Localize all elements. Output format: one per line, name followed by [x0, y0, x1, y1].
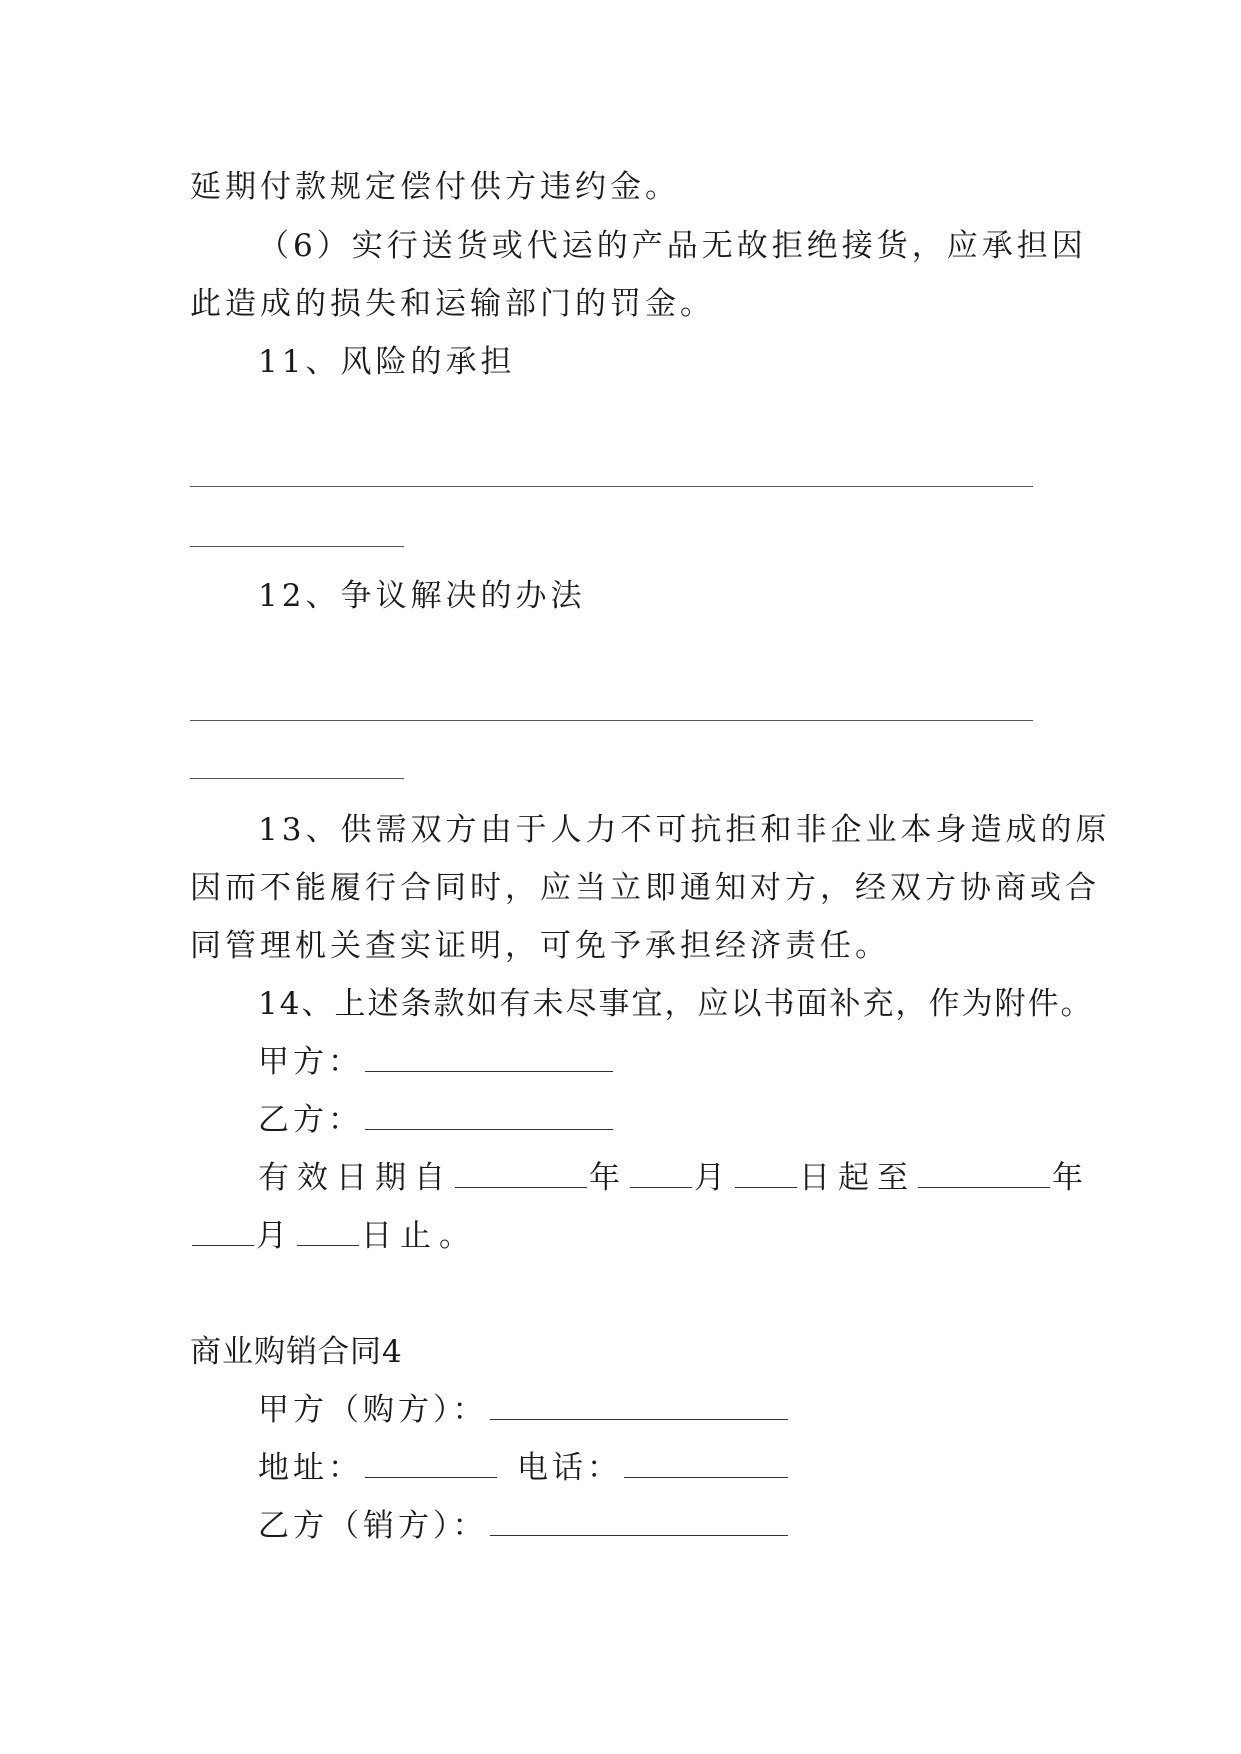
text-line-penalty: 延期付款规定偿付供方违约金。: [190, 169, 680, 205]
clause-13-end: 同管理机关查实证明，可免予承担经济责任。: [190, 928, 890, 964]
address-label: 地址：: [258, 1450, 363, 1486]
end-month-blank: [192, 1244, 254, 1246]
party-b-signature: [258, 1100, 615, 1140]
blank-rule-long: [190, 486, 1033, 487]
address-blank: [365, 1476, 497, 1478]
month-label: 月: [694, 1160, 733, 1196]
blank-rule-short: [190, 546, 404, 547]
validity-prefix: 有效日期自: [258, 1160, 453, 1196]
start-month-blank: [630, 1186, 692, 1188]
clause-6-continued: 此造成的损失和运输部门的罚金。: [190, 286, 715, 322]
address-phone-line: [258, 1448, 790, 1488]
clause-13-line: 13、供需双方由于人力不可抗拒和非企业本身造成的原: [258, 812, 1111, 848]
party-a-signature: [258, 1042, 615, 1082]
year-label: 年: [589, 1160, 628, 1196]
blank-rule-short: [190, 778, 404, 779]
phone-blank: [624, 1476, 788, 1478]
year-label: 年: [1052, 1160, 1091, 1196]
party-b-blank: [365, 1128, 613, 1130]
validity-line: [258, 1158, 1091, 1198]
start-year-blank: [455, 1186, 587, 1188]
clause-12-heading: 12、争议解决的办法: [258, 578, 586, 614]
day-start-label: 日起至: [799, 1160, 916, 1196]
start-day-blank: [735, 1186, 797, 1188]
clause-13-continued: 因而不能履行合同时，应当立即通知对方，经双方协商或合: [190, 870, 1100, 906]
buyer-blank: [490, 1418, 788, 1420]
clause-14-line: 14、上述条款如有未尽事宜，应以书面补充，作为附件。: [258, 986, 1094, 1022]
buyer-label: 甲方（购方）：: [258, 1392, 488, 1428]
blank-rule-long: [190, 720, 1033, 721]
validity-line-continued: [190, 1216, 478, 1256]
clause-6-line: （6）实行送货或代运的产品无故拒绝接货，应承担因: [258, 228, 1087, 264]
phone-label: 电话：: [517, 1450, 622, 1486]
month-label: 月: [256, 1218, 295, 1254]
party-a-blank: [365, 1070, 613, 1072]
seller-line: [258, 1506, 790, 1546]
buyer-line: [258, 1390, 790, 1430]
contract-title: 商业购销合同4: [190, 1334, 403, 1370]
party-b-label: 乙方：: [258, 1102, 363, 1138]
end-year-blank: [918, 1186, 1050, 1188]
end-day-blank: [297, 1244, 359, 1246]
clause-11-heading: 11、风险的承担: [258, 344, 516, 380]
party-a-label: 甲方：: [258, 1044, 363, 1080]
seller-label: 乙方（销方）：: [258, 1508, 488, 1544]
seller-blank: [490, 1534, 788, 1536]
validity-end: 日止。: [361, 1218, 478, 1254]
